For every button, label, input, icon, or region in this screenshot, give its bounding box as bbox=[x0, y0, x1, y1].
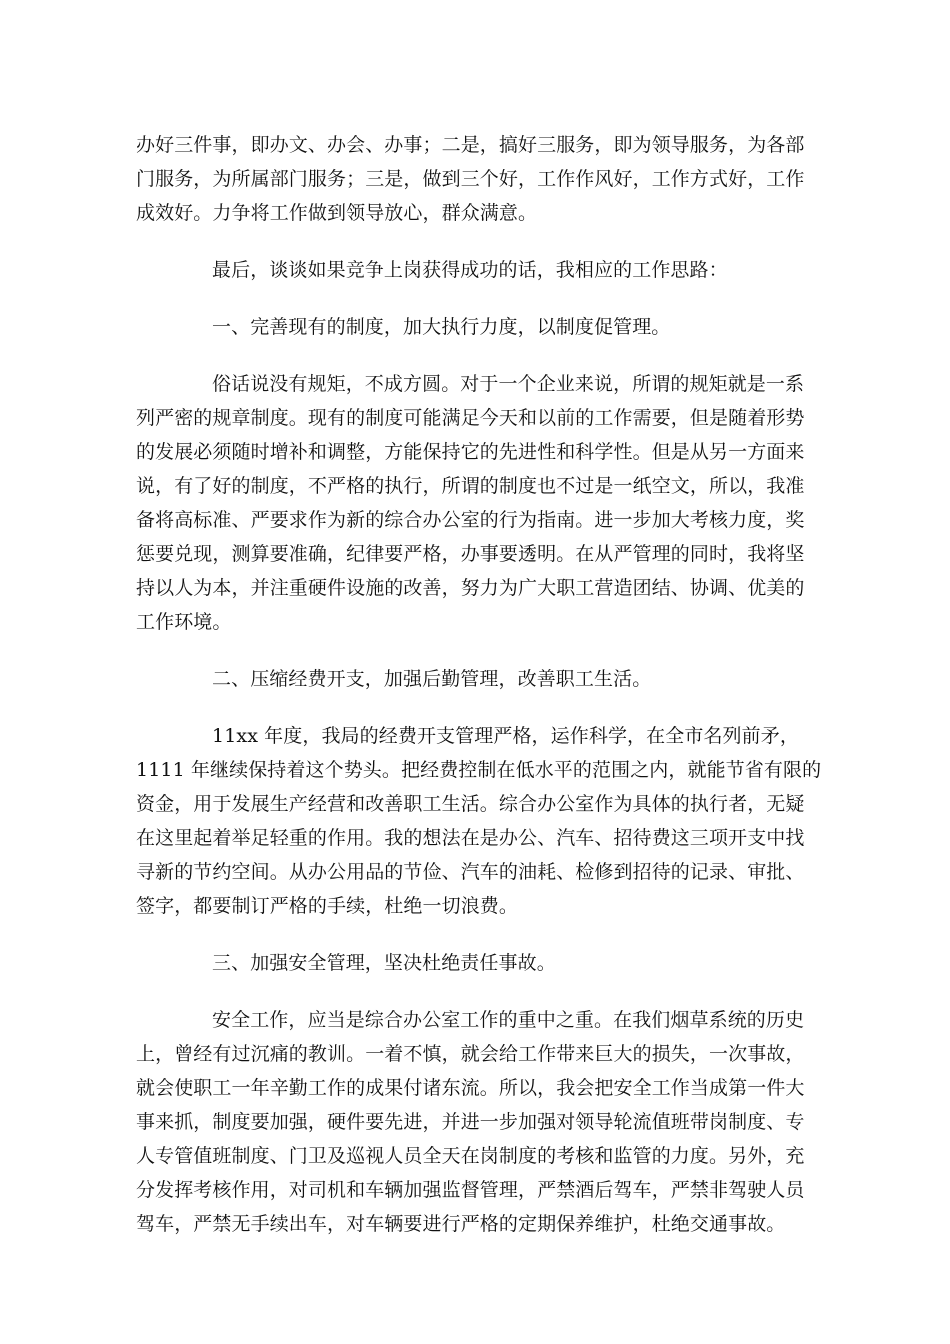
text-line: 分发挥考核作用，对司机和车辆加强监督管理，严禁酒后驾车，严禁非驾驶人员 bbox=[136, 1179, 805, 1201]
text-line: 资金，用于发展生产经营和改善职工生活。综合办公室作为具体的执行者，无疑 bbox=[136, 793, 805, 815]
text-line: 工作环境。 bbox=[136, 611, 232, 633]
text-line: 二、压缩经费开支，加强后勤管理，改善职工生活。 bbox=[212, 668, 652, 690]
text-line: 俗话说没有规矩，不成方圆。对于一个企业来说，所谓的规矩就是一系 bbox=[212, 373, 805, 395]
paragraph-point-two-body bbox=[136, 719, 822, 923]
text-line: 成效好。力争将工作做到领导放心，群众满意。 bbox=[136, 202, 538, 224]
text-line: 在这里起着举足轻重的作用。我的想法在是办公、汽车、招待费这三项开支中找 bbox=[136, 827, 805, 849]
text-line: 事来抓，制度要加强，硬件要先进，并进一步加强对领导轮流值班带岗制度、专 bbox=[136, 1111, 805, 1133]
text-line: 1111 年继续保持着这个势头。把经费控制在低水平的范围之内，就能节省有限的 bbox=[136, 759, 822, 781]
heading-point-three bbox=[136, 946, 808, 980]
text-line: 人专管值班制度、门卫及巡视人员全天在岗制度的考核和监管的力度。另外，充 bbox=[136, 1145, 805, 1167]
paragraph-continuation bbox=[136, 128, 808, 230]
text-line: 列严密的规章制度。现有的制度可能满足今天和以前的工作需要，但是随着形势 bbox=[136, 407, 805, 429]
text-line: 门服务，为所属部门服务；三是，做到三个好，工作作风好，工作方式好，工作 bbox=[136, 168, 805, 190]
text-line: 安全工作，应当是综合办公室工作的重中之重。在我们烟草系统的历史 bbox=[212, 1009, 805, 1031]
text-line: 11xx 年度，我局的经费开支管理严格，运作科学，在全市名列前矛， bbox=[212, 725, 799, 747]
heading-point-two bbox=[136, 662, 808, 696]
paragraph-point-three-body bbox=[136, 1003, 808, 1241]
text-line: 驾车，严禁无手续出车，对车辆要进行严格的定期保养维护，杜绝交通事故。 bbox=[136, 1213, 786, 1235]
text-line: 就会使职工一年辛勤工作的成果付诸东流。所以，我会把安全工作当成第一件大 bbox=[136, 1077, 805, 1099]
text-line: 寻新的节约空间。从办公用品的节俭、汽车的油耗、检修到招待的记录、审批、 bbox=[136, 861, 805, 883]
text-line: 办好三件事，即办文、办会、办事；二是，搞好三服务，即为领导服务，为各部 bbox=[136, 134, 805, 156]
paragraph-point-one-body bbox=[136, 367, 808, 639]
text-line: 上，曾经有过沉痛的教训。一着不慎，就会给工作带来巨大的损失，一次事故， bbox=[136, 1043, 805, 1065]
text-line: 的发展必须随时增补和调整，方能保持它的先进性和科学性。但是从另一方面来 bbox=[136, 441, 805, 463]
text-line: 签字，都要制订严格的手续，杜绝一切浪费。 bbox=[136, 895, 519, 917]
text-line: 三、加强安全管理，坚决杜绝责任事故。 bbox=[212, 952, 556, 974]
text-line: 备将高标准、严要求作为新的综合办公室的行为指南。进一步加大考核力度，奖 bbox=[136, 509, 805, 531]
text-line: 惩要兑现，测算要准确，纪律要严格，办事要透明。在从严管理的同时，我将坚 bbox=[136, 543, 805, 565]
document-body bbox=[136, 128, 822, 1241]
paragraph-intro-work-ideas bbox=[136, 253, 808, 287]
text-line: 一、完善现有的制度，加大执行力度，以制度促管理。 bbox=[212, 316, 671, 338]
text-line: 最后，谈谈如果竞争上岗获得成功的话，我相应的工作思路： bbox=[212, 259, 728, 281]
heading-point-one bbox=[136, 310, 808, 344]
text-line: 说，有了好的制度，不严格的执行，所谓的制度也不过是一纸空文，所以，我准 bbox=[136, 475, 805, 497]
text-line: 持以人为本，并注重硬件设施的改善，努力为广大职工营造团结、协调、优美的 bbox=[136, 577, 805, 599]
